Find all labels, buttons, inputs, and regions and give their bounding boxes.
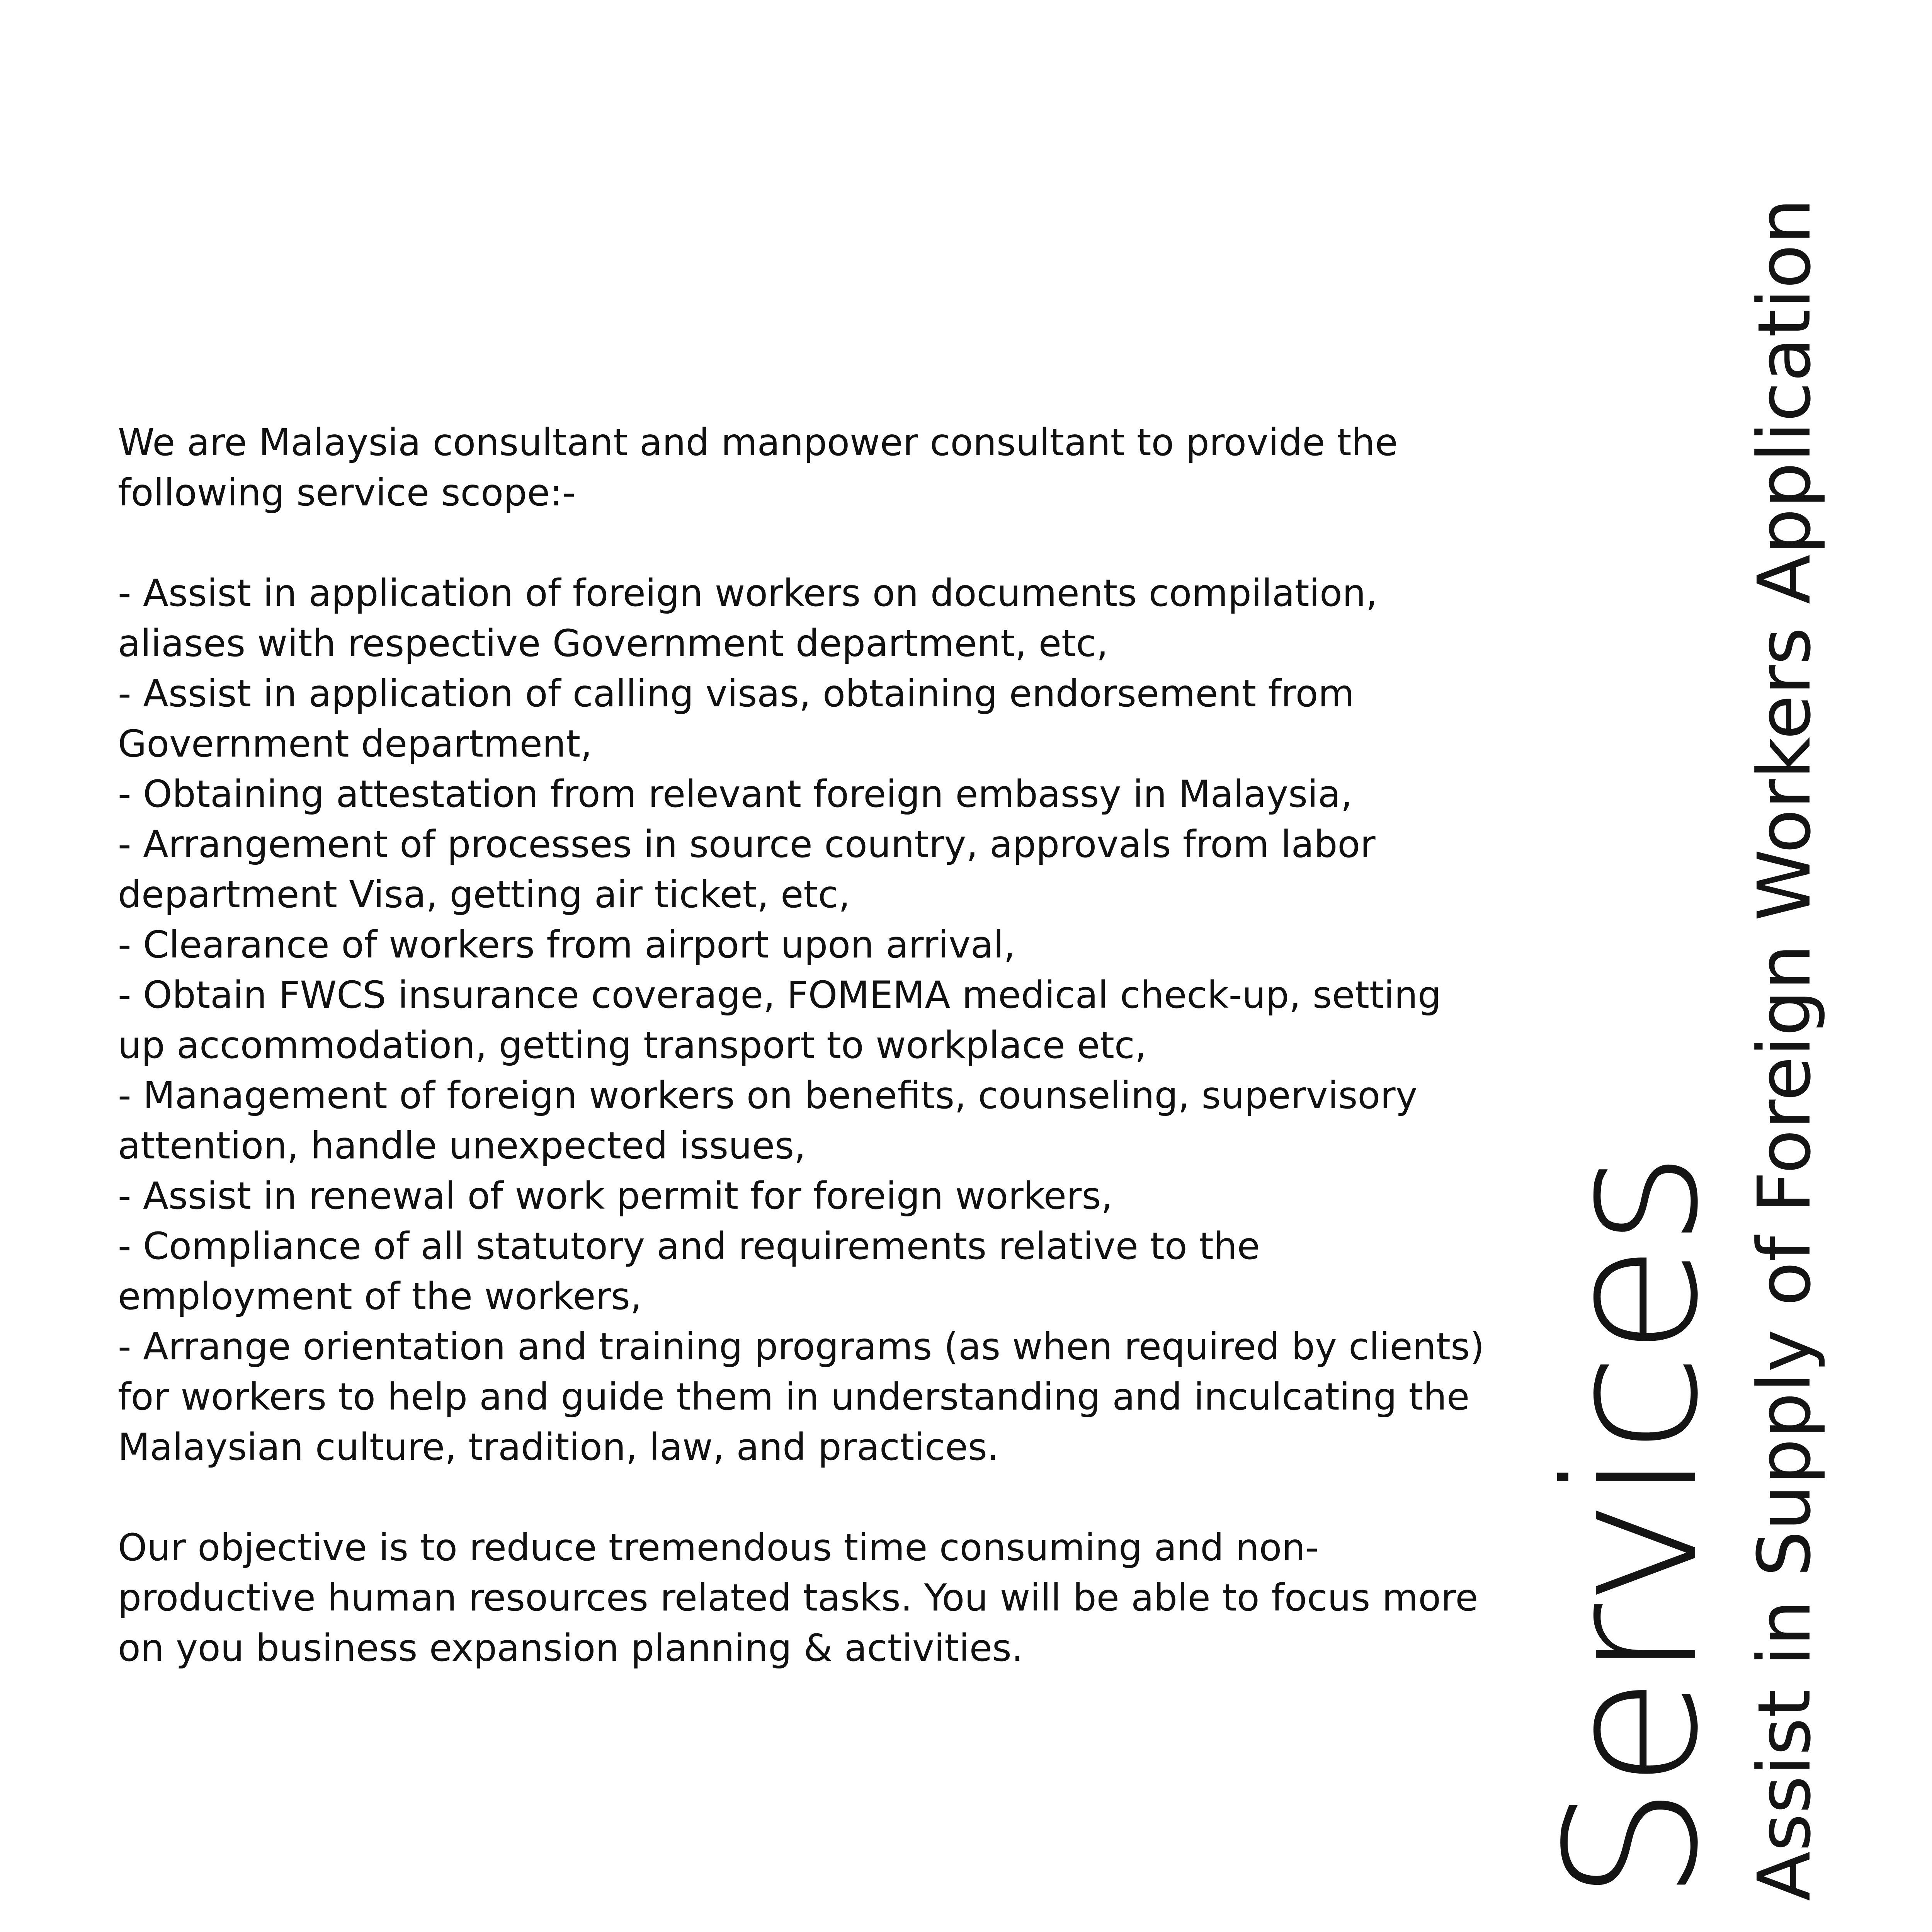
paragraph-gap	[118, 518, 1493, 568]
page-title: Services	[1527, 1154, 1738, 1901]
objective-paragraph: Our objective is to reduce tremendous time consuming and non-productive human resources related tasks. You will be able to focus more on you business expansion planning & activities.	[118, 1526, 1478, 1670]
list-item: - Assist in application of foreign workers on documents compilation, aliases with respective Government department, etc,	[118, 571, 1378, 665]
paragraph-gap	[118, 1472, 1493, 1522]
services-list	[118, 568, 1493, 1472]
list-item: - Clearance of workers from airport upon arrival,	[118, 923, 1015, 966]
page-subtitle: Assist in Supply of Foreign Workers Application	[1742, 198, 1827, 1901]
list-item: - Arrange orientation and training programs (as when required by clients) for workers to help and guide them in understanding and inculcating the Malaysian culture, tradition, law, and practices.	[118, 1325, 1485, 1469]
list-item: - Obtain FWCS insurance coverage, FOMEMA medical check-up, setting up accommodation, getting transport to workplace etc,	[118, 973, 1441, 1067]
list-item: - Assist in renewal of work permit for foreign workers,	[118, 1174, 1113, 1218]
list-item: - Compliance of all statutory and requirements relative to the employment of the workers,	[118, 1225, 1260, 1318]
list-item: - Assist in application of calling visas, obtaining endorsement from Government department,	[118, 672, 1354, 765]
list-item: - Arrangement of processes in source country, approvals from labor department Visa, getting air ticket, etc,	[118, 823, 1376, 916]
list-item: - Obtaining attestation from relevant foreign embassy in Malaysia,	[118, 772, 1353, 816]
list-item: - Management of foreign workers on benefits, counseling, supervisory attention, handle unexpected issues,	[118, 1074, 1418, 1167]
intro-paragraph: We are Malaysia consultant and manpower consultant to provide the following service scope:-	[118, 421, 1398, 514]
services-body	[118, 417, 1493, 1673]
